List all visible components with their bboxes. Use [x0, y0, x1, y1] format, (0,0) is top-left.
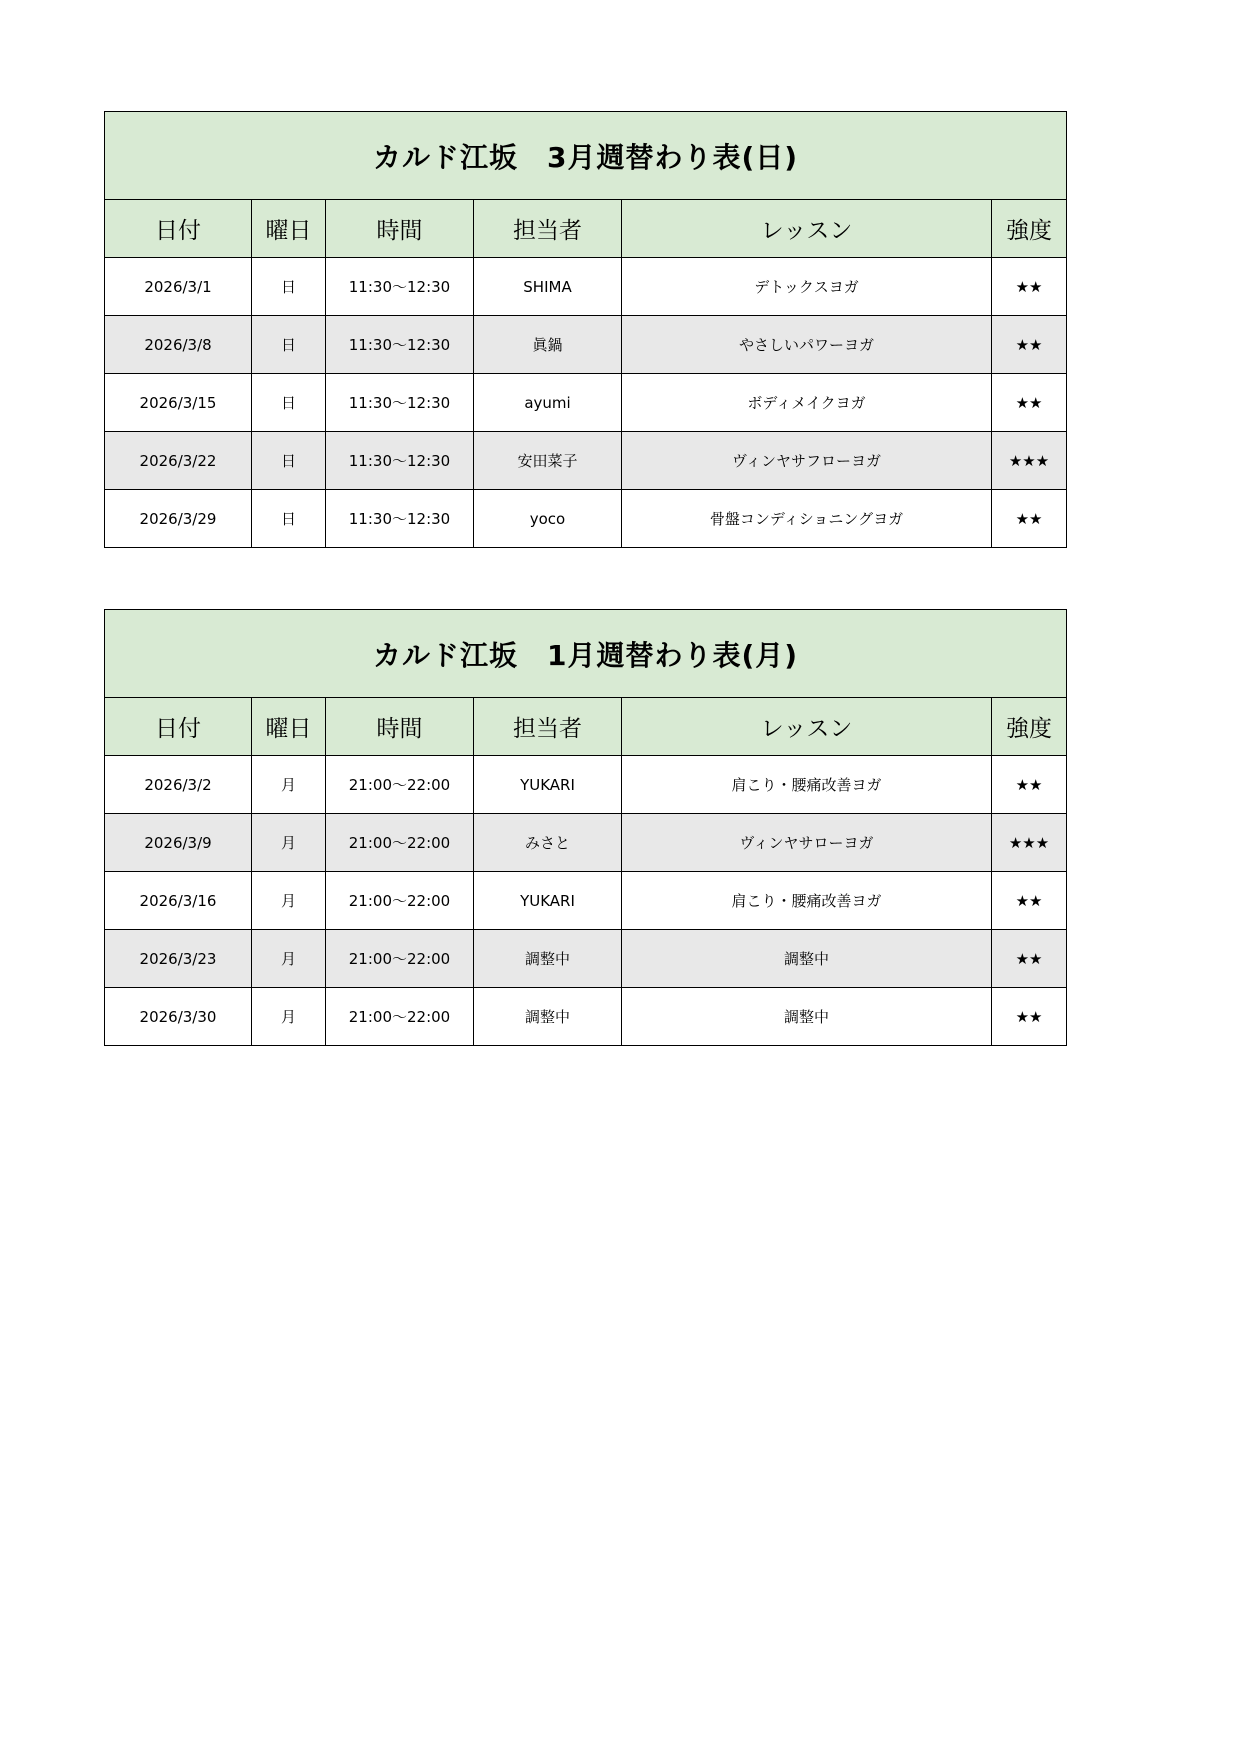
header-day: 曜日: [252, 200, 326, 258]
cell-lesson: デトックスヨガ: [622, 258, 992, 316]
table-row: [105, 988, 1067, 1046]
cell-lesson: 肩こり・腰痛改善ヨガ: [622, 872, 992, 930]
cell-intensity: ★★: [992, 258, 1067, 316]
cell-lesson: ボディメイクヨガ: [622, 374, 992, 432]
table-header-row: [105, 698, 1067, 756]
cell-date: 2026/3/8: [105, 316, 252, 374]
table-title-row: [105, 610, 1067, 698]
cell-instructor: YUKARI: [474, 872, 622, 930]
table-title: カルド江坂 1月週替わり表(月): [105, 610, 1067, 698]
header-time: 時間: [326, 698, 474, 756]
cell-date: 2026/3/22: [105, 432, 252, 490]
cell-instructor: yoco: [474, 490, 622, 548]
cell-date: 2026/3/9: [105, 814, 252, 872]
cell-date: 2026/3/30: [105, 988, 252, 1046]
table-row: [105, 374, 1067, 432]
cell-date: 2026/3/29: [105, 490, 252, 548]
cell-day: 日: [252, 490, 326, 548]
cell-time: 11:30～12:30: [326, 258, 474, 316]
header-lesson: レッスン: [622, 200, 992, 258]
cell-instructor: 安田菜子: [474, 432, 622, 490]
header-date: 日付: [105, 200, 252, 258]
cell-time: 21:00～22:00: [326, 814, 474, 872]
cell-intensity: ★★: [992, 872, 1067, 930]
cell-time: 21:00～22:00: [326, 988, 474, 1046]
cell-lesson: 調整中: [622, 988, 992, 1046]
cell-time: 21:00～22:00: [326, 756, 474, 814]
header-date: 日付: [105, 698, 252, 756]
cell-date: 2026/3/1: [105, 258, 252, 316]
cell-instructor: 調整中: [474, 930, 622, 988]
cell-instructor: YUKARI: [474, 756, 622, 814]
monday-schedule-table: [104, 609, 1067, 1046]
header-lesson: レッスン: [622, 698, 992, 756]
table-row: [105, 930, 1067, 988]
header-intensity: 強度: [992, 698, 1067, 756]
cell-date: 2026/3/15: [105, 374, 252, 432]
cell-intensity: ★★: [992, 490, 1067, 548]
cell-time: 11:30～12:30: [326, 432, 474, 490]
header-instructor: 担当者: [474, 698, 622, 756]
cell-day: 月: [252, 872, 326, 930]
table-row: [105, 490, 1067, 548]
sunday-schedule-table: [104, 111, 1067, 548]
cell-day: 月: [252, 814, 326, 872]
cell-time: 11:30～12:30: [326, 490, 474, 548]
header-instructor: 担当者: [474, 200, 622, 258]
cell-lesson: ヴィンヤサフローヨガ: [622, 432, 992, 490]
cell-intensity: ★★: [992, 756, 1067, 814]
cell-lesson: ヴィンヤサローヨガ: [622, 814, 992, 872]
cell-instructor: ayumi: [474, 374, 622, 432]
cell-day: 日: [252, 258, 326, 316]
cell-intensity: ★★: [992, 930, 1067, 988]
cell-intensity: ★★: [992, 988, 1067, 1046]
cell-lesson: 調整中: [622, 930, 992, 988]
cell-intensity: ★★★: [992, 432, 1067, 490]
cell-day: 日: [252, 374, 326, 432]
cell-date: 2026/3/16: [105, 872, 252, 930]
cell-day: 月: [252, 988, 326, 1046]
table-row: [105, 756, 1067, 814]
table-row: [105, 258, 1067, 316]
cell-time: 21:00～22:00: [326, 872, 474, 930]
table-row: [105, 814, 1067, 872]
table-row: [105, 316, 1067, 374]
table-row: [105, 872, 1067, 930]
cell-day: 日: [252, 432, 326, 490]
cell-instructor: 調整中: [474, 988, 622, 1046]
cell-day: 日: [252, 316, 326, 374]
table-header-row: [105, 200, 1067, 258]
header-day: 曜日: [252, 698, 326, 756]
cell-time: 11:30～12:30: [326, 316, 474, 374]
table-title: カルド江坂 3月週替わり表(日): [105, 112, 1067, 200]
cell-lesson: やさしいパワーヨガ: [622, 316, 992, 374]
cell-intensity: ★★★: [992, 814, 1067, 872]
header-time: 時間: [326, 200, 474, 258]
cell-date: 2026/3/2: [105, 756, 252, 814]
table-title-row: [105, 112, 1067, 200]
cell-lesson: 肩こり・腰痛改善ヨガ: [622, 756, 992, 814]
header-intensity: 強度: [992, 200, 1067, 258]
cell-intensity: ★★: [992, 374, 1067, 432]
cell-lesson: 骨盤コンディショニングヨガ: [622, 490, 992, 548]
cell-time: 21:00～22:00: [326, 930, 474, 988]
cell-intensity: ★★: [992, 316, 1067, 374]
cell-instructor: 眞鍋: [474, 316, 622, 374]
cell-instructor: SHIMA: [474, 258, 622, 316]
cell-day: 月: [252, 756, 326, 814]
cell-time: 11:30～12:30: [326, 374, 474, 432]
cell-date: 2026/3/23: [105, 930, 252, 988]
cell-instructor: みさと: [474, 814, 622, 872]
cell-day: 月: [252, 930, 326, 988]
table-row: [105, 432, 1067, 490]
